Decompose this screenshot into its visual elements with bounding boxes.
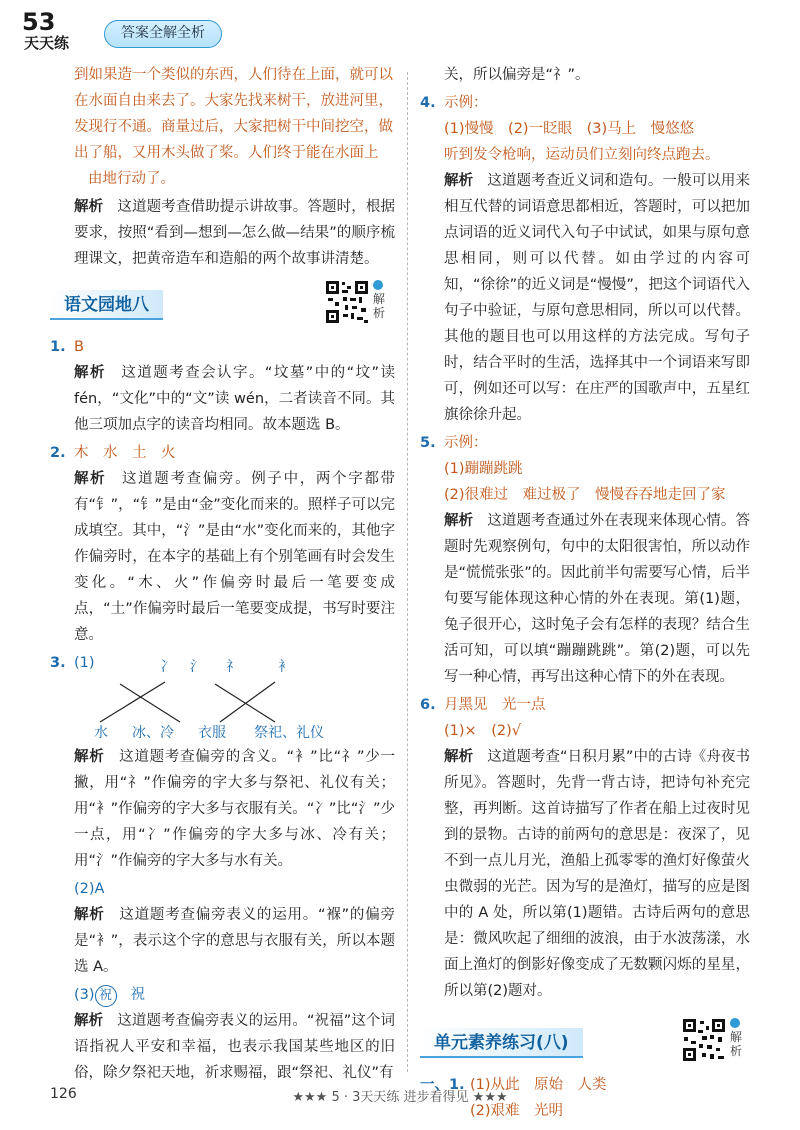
intro-analysis xyxy=(50,194,395,272)
play-icon xyxy=(730,1018,740,1028)
brand-logo xyxy=(18,8,96,52)
matching-word: 水 xyxy=(94,725,108,741)
qr-code-icon[interactable] xyxy=(325,280,369,324)
analysis-3-3 xyxy=(50,1008,395,1086)
matching-word: 衣服 xyxy=(198,725,226,741)
sub-answer-3-2: (2)A xyxy=(74,881,105,897)
matching-word: 冰、冷 xyxy=(132,725,174,741)
right-column xyxy=(420,62,750,1124)
radical-mark: 衤 xyxy=(278,659,292,675)
question-6 xyxy=(420,692,750,718)
continued-text: 关，所以偏旁是“礻”。 xyxy=(444,67,590,83)
play-icon xyxy=(373,280,383,290)
intro-line: 由地行动了。 xyxy=(88,171,175,187)
intro-line: 在水面自由来去了。大家先找来树干，放进河里， xyxy=(74,93,393,109)
answer-line: (1)蹦蹦跳跳 xyxy=(444,461,523,477)
answer-line: (2)艰难 光明 xyxy=(470,1103,564,1119)
radical-mark: 礻 xyxy=(226,659,240,675)
question-3 xyxy=(50,650,395,676)
example-label: 示例： xyxy=(444,95,488,111)
analysis-label: 解析 xyxy=(444,173,474,189)
analysis-label: 解析 xyxy=(444,513,474,529)
question-number: 2. xyxy=(50,445,66,461)
circled-character: 祝 xyxy=(95,985,117,1007)
answer: 月黑见 光一点 xyxy=(444,697,546,713)
sub-number: (3) xyxy=(74,987,95,1003)
section-title: 语文园地八 xyxy=(50,290,163,320)
analysis-text: 这道题考查偏旁的含义。“衤”比“礻”少一撇，用“礻”作偏旁的字大多与祭祀、礼仪有关；用“衤”作偏旁的字大多与衣服有关。“冫”比“氵”少一点，用“冫”作偏旁的字大多与冰、冷有关；用“氵”作偏旁的字大多与水有关。 xyxy=(74,749,396,869)
radical-matching-diagram xyxy=(50,659,395,741)
qr-label: 解析 xyxy=(730,1030,743,1058)
intro-line: 到如果造一个类似的东西，人们待在上面，就可以 xyxy=(74,67,393,83)
question-number: 4. xyxy=(420,95,436,111)
answer-line: (1)从此 原始 人类 xyxy=(470,1077,607,1093)
page-number: 126 xyxy=(50,1086,77,1102)
question-number: 3. xyxy=(50,655,66,671)
radical-mark: 冫 xyxy=(160,659,174,675)
analysis-text: 这道题考查偏旁。例子中，两个字都带有“钅”，“钅”是由“金”变化而来的。照样子可以完成填空。其中，“氵”是由“水”变化而来的，其他字作偏旁时，在本字的基础上有个别笔画有时会发生变化。“木、火”作偏旁时最后一笔要变成点，“土”作偏旁时最后一笔要变成提，书写时要注意。 xyxy=(74,471,396,643)
question-number: 5. xyxy=(420,435,436,451)
analysis-text: 这道题考查借助提示讲故事。答题时，根据要求，按照“看到—想到—怎么做—结果”的顺序梳理课文，把黄帝造车和造船的两个故事讲清楚。 xyxy=(74,199,396,267)
radical-mark: 氵 xyxy=(190,659,204,675)
question-5 xyxy=(420,430,750,456)
qr-label: 解析 xyxy=(373,292,386,320)
column-divider xyxy=(407,72,408,1072)
analysis-label: 解析 xyxy=(74,749,105,765)
intro-answer xyxy=(50,62,395,192)
question-number: 6. xyxy=(420,697,436,713)
analysis-5 xyxy=(420,508,750,690)
section-header-unit xyxy=(420,1018,750,1068)
svg-text:53: 53 xyxy=(22,8,56,36)
analysis-label: 解析 xyxy=(74,1013,104,1029)
question-number: 一、1. xyxy=(420,1077,465,1093)
analysis-text: 这道题考查近义词和造句。一般可以用来相互代替的词语意思都相近，答题时，可以把加点词语的近义词代入句子中试试，如果与原句意思相同，则可以代替。如由学过的内容可知，“徐徐”的近义词是“慢慢”，把这个词语代入句子中验证，与原句意思相同，所以可以代替。其他的题目也可以用这样的方法完成。写句子时，结合平时的生活，选择其中一个词语来写即可，例如还可以写：在庄严的国歌声中，五星红旗徐徐升起。 xyxy=(444,173,751,423)
matching-word: 祭祀、礼仪 xyxy=(254,725,324,741)
analysis-text: 这道题考查通过外在表现来体现心情。答题时先观察例句，句中的太阳很害怕，所以动作是“慌慌张张”的。因此前半句需要写心情，后半句要写能体现这种心情的外在表现。第(1)题，兔子很开心，这时兔子会有怎样的表现？结合生活可知，可以填“蹦蹦跳跳”。第(2)题，可以先写一种心情，再写出这种心情下的外在表现。 xyxy=(444,513,751,685)
analysis-label: 解析 xyxy=(74,471,107,487)
intro-line: 发现行不通。商量过后，大家把树干中间挖空，做 xyxy=(74,119,393,135)
answer: 木 水 土 火 xyxy=(74,445,176,461)
analysis-2 xyxy=(50,466,395,648)
answer: B xyxy=(74,339,84,355)
question-number: 1. xyxy=(50,339,66,355)
answer-line: (2)很难过 难过极了 慢慢吞吞地走回了家 xyxy=(444,487,726,503)
analysis-3-2 xyxy=(50,902,395,980)
section-title: 单元素养练习(八) xyxy=(420,1028,583,1058)
analysis-4 xyxy=(420,168,750,428)
question-2 xyxy=(50,440,395,466)
header-tag: 答案全解全析 xyxy=(104,20,222,48)
analysis-text: 这道题考查会认字。“坟墓”中的“坟”读fén，“文化”中的“文”读 wén，二者读音不同。其他三项加点字的读音均相同。故本题选 B。 xyxy=(74,365,396,433)
analysis-1 xyxy=(50,360,395,438)
answer-line: (1)× (2)√ xyxy=(444,723,521,739)
analysis-6 xyxy=(420,744,750,1004)
footer-slogan: ★★★ 5 · 3天天练 进步看得见 ★★★ xyxy=(292,1090,508,1105)
question-1 xyxy=(50,334,395,360)
answer-line: 听到发令枪响，运动员们立刻向终点跑去。 xyxy=(444,147,720,163)
answer-line: (1)慢慢 (2)一眨眼 (3)马上 慢悠悠 xyxy=(444,121,695,137)
page-footer xyxy=(0,1078,800,1118)
analysis-label: 解析 xyxy=(444,749,474,765)
analysis-label: 解析 xyxy=(74,199,104,215)
analysis-text: 这道题考查“日积月累”中的古诗《舟夜书所见》。答题时，先背一背古诗，把诗句补充完整，再判断。这首诗描写了作者在船上过夜时见到的景物。古诗的前两句的意思是：夜深了，见不到一点儿月光，渔船上孤零零的渔灯好像萤火虫微弱的光芒。因为写的是渔灯，描写的应是图中的 A 处，所以第(1)题错。古诗后两句的意思是：微风吹起了细细的波浪，由于水波荡漾，水面上渔灯的倒影好像变成了无数颗闪烁的星星，所以第(2)题对。 xyxy=(444,749,750,999)
analysis-text: 这道题考查偏旁表义的运用。“祝福”这个词语指祝人平安和幸福，也表示我国某些地区的旧俗，除夕祭祀天地，祈求赐福，跟“祭祀、礼仪”有 xyxy=(74,1013,395,1081)
page-header xyxy=(0,0,800,58)
analysis-label: 解析 xyxy=(74,907,105,923)
section-header-yuwen xyxy=(50,280,395,330)
left-column xyxy=(50,62,395,1086)
example-label: 示例： xyxy=(444,435,488,451)
sub-number: (1) xyxy=(74,655,95,671)
sub-answer-3-3 xyxy=(50,982,395,1008)
qr-code-icon[interactable] xyxy=(682,1018,726,1062)
analysis-text: 这道题考查偏旁表义的运用。“褓”的偏旁是“衤”，表示这个字的意思与衣服有关，所以本题选 A。 xyxy=(74,907,396,975)
analysis-label: 解析 xyxy=(74,365,106,381)
analysis-3-1 xyxy=(50,744,395,874)
question-4 xyxy=(420,90,750,116)
intro-line: 出了船，又用木头做了桨。人们终于能在水面上 xyxy=(74,145,379,161)
answer: 祝 xyxy=(130,987,146,1003)
svg-text:天天练: 天天练 xyxy=(24,34,70,52)
